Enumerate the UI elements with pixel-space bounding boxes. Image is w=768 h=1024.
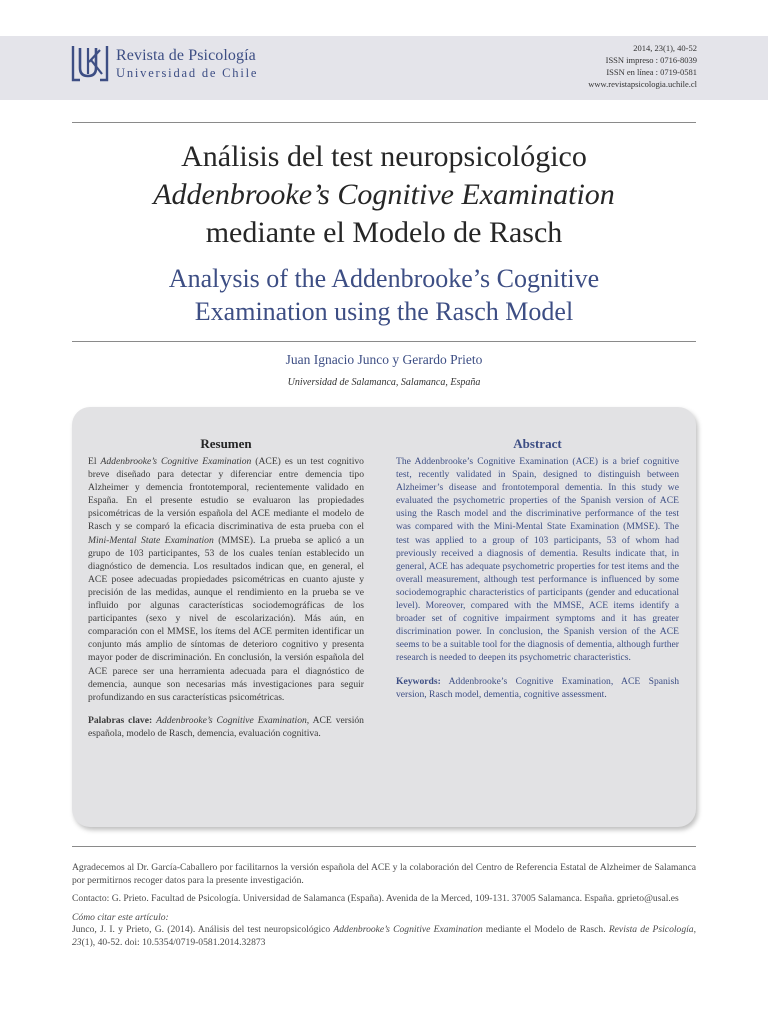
- title-en-line1: Analysis of the Addenbrooke’s Cognitive: [168, 264, 600, 293]
- title-es-line3: mediante el Modelo de Rasch: [205, 216, 563, 249]
- acknowledgements: Agradecemos al Dr. García-Caballero por facilitarnos la versión española del ACE y la colaboración del Centro de Referencia Estatal de Alzheimer de Salamanca por permitirnos recoger datos para la presente investigación.: [72, 862, 696, 886]
- footnotes: [72, 862, 696, 956]
- title-divider: [72, 341, 696, 342]
- contact-info: Contacto: G. Prieto. Facultad de Psicología. Universidad de Salamanca (España). Avenida de la Merced, 109-131. 37005 Salamanca. España. gprieto@usal.es: [72, 893, 679, 905]
- resumen-text-italic: Mini-Mental State Examination: [88, 534, 214, 546]
- keywords-label: Palabras clave:: [88, 714, 153, 726]
- keywords-text: Addenbrooke’s Cognitive Examination, ACE Spanish version, Rasch model, dementia, cognitive assessment.: [396, 675, 679, 700]
- citation-part: mediante el Modelo de Rasch.: [482, 924, 609, 936]
- keywords-text: , ACE versión española, modelo de Rasch, demencia, evaluación cognitiva.: [88, 714, 364, 739]
- citation-label: Cómo citar este artículo:: [72, 911, 169, 923]
- resumen-keywords: [88, 714, 364, 740]
- resumen-text: El: [88, 456, 101, 467]
- resumen-heading: Resumen: [200, 436, 252, 451]
- citation-italic: Addenbrooke’s Cognitive Examination: [333, 924, 483, 936]
- title-es-line1: Análisis del test neuropsicológico: [181, 140, 587, 173]
- issn-online: ISSN en línea : 0719-0581: [606, 67, 697, 77]
- citation-part: Junco, J. I. y Prieto, G. (2014). Análisis del test neuropsicológico: [72, 924, 334, 936]
- resumen-text: (ACE) es un test cognitivo breve diseñado para detectar y diferenciar entre demencia tipo Alzheimer y demencia frontotemporal, recientemente validado en España. En el presente estudio se evaluaron las propiedades psicométricas de la versión española del ACE mediante el modelo de Rasch y se comparó la eficacia discriminativa de esta prueba con el: [88, 456, 364, 533]
- title-english: [72, 262, 696, 328]
- journal-university: Universidad de Chile: [116, 66, 259, 80]
- journal-logo-icon: [70, 42, 110, 84]
- resumen-text: (MMSE). La prueba se aplicó a un grupo de 103 participantes, 53 de los cuales tenían establecido un diagnóstico de demencia. Los resultados indican que, en general, el ACE posee adecuadas propiedades psicométricas en cuanto ajuste y precisión de las medidas, aunque el rendimiento en la prueba se ve influido por algunas características sociodemográficas de los participantes (sexo y nivel de escolarización). Más aún, en comparación con el MMSE, los ítems del ACE permiten identificar un conjunto más amplio de síntomas de deterioro cognitivo y presenta mayor poder de discriminación. En conclusión, la versión española del ACE parece ser una herramienta adecuada para el diagnóstico de demencia, aunque son necesarias más investigaciones para seguir profundizando en sus características psicométricas.: [88, 534, 365, 703]
- footnote-divider: [72, 846, 696, 847]
- authors: Juan Ignacio Junco y Gerardo Prieto: [285, 352, 483, 367]
- keywords-italic: Addenbrooke’s Cognitive Examination: [156, 714, 307, 726]
- abstract-heading: Abstract: [513, 436, 562, 451]
- citation-text: [72, 924, 696, 949]
- journal-website: www.revistapsicologia.uchile.cl: [588, 79, 697, 89]
- top-divider: [72, 122, 696, 123]
- affiliation: Universidad de Salamanca, Salamanca, España: [287, 377, 481, 388]
- issue-citation: 2014, 23(1), 40-52: [633, 43, 697, 53]
- resumen-column: [88, 436, 364, 740]
- title-en-line2: Examination using the Rasch Model: [194, 297, 574, 326]
- resumen-body: [88, 455, 364, 704]
- issn-print: ISSN impreso : 0716-8039: [605, 55, 697, 65]
- title-es-line2: Addenbrooke’s Cognitive Examination: [153, 178, 615, 211]
- abstract-keywords: [396, 675, 679, 701]
- abstract-body: The Addenbrooke’s Cognitive Examination (ACE) is a brief cognitive test, recently validated in Spain, designed to distinguish between Alzheimer’s disease and frontotemporal dementia. In this study we evaluated the psychometric properties of the Spanish version of ACE using the Rasch model and the discriminative performance of the test was compared with the Mini-Mental State Examination (MMSE). The test was applied to a group of 103 participants, 53 of whom had previously received a diagnosis of dementia. Results indicate that, in general, ACE has adequate psychometric properties for test items and the overall measurement, although test performance is influenced by some sociodemographic characteristics of participants (gender and educational level). Moreover, compared with the MMSE, ACE items identify a broader set of cognitive impairment symptoms and it has greater discrimination power. In conclusion, the Spanish version of the ACE seems to be a suitable tool for the diagnosis of dementia, although further research is needed to deepen its psychometric characteristics.: [396, 456, 679, 664]
- citation-italic: Revista de Psicología, 23: [72, 924, 696, 948]
- keywords-label: Keywords:: [396, 675, 441, 687]
- journal-name: Revista de Psicología: [116, 47, 256, 64]
- citation-part: (1), 40-52. doi: 10.5354/0719-0581.2014.32873: [81, 936, 266, 948]
- publication-info: [588, 42, 697, 90]
- title-spanish: [72, 138, 696, 252]
- abstract-column: [396, 436, 679, 701]
- resumen-text-italic: Addenbrooke’s Cognitive Examination: [100, 456, 252, 467]
